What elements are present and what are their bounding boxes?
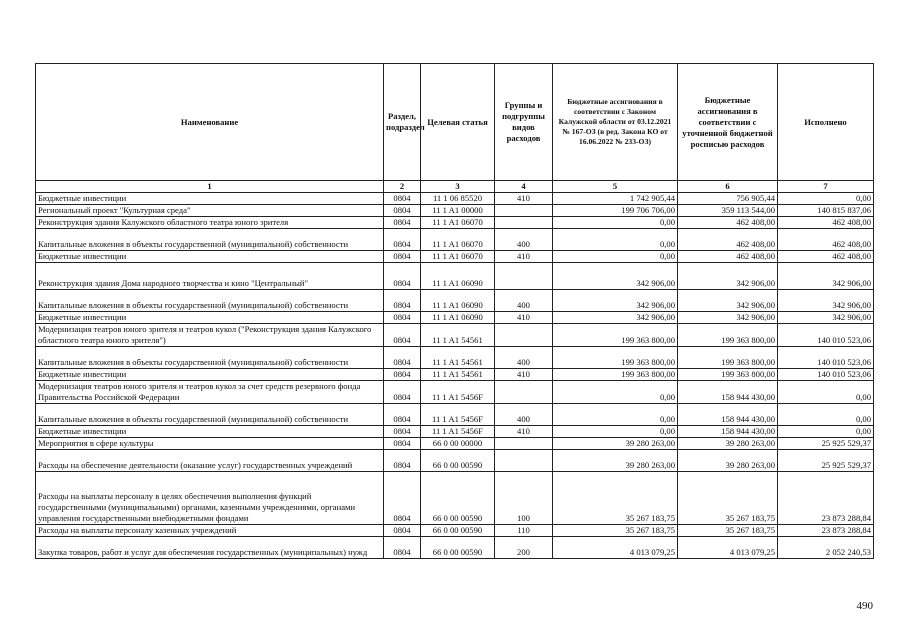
- cell-name: Бюджетные инвестиции: [36, 312, 384, 324]
- cell-group: 410: [495, 312, 553, 324]
- cell-refined: 756 905,44: [678, 193, 778, 205]
- cell-group: 410: [495, 193, 553, 205]
- cell-section: 0804: [384, 404, 421, 426]
- cell-law: 35 267 183,75: [553, 525, 678, 537]
- cell-law: 0,00: [553, 381, 678, 404]
- cell-article: 11 1 A1 06070: [421, 251, 495, 263]
- cell-refined: 199 363 800,00: [678, 347, 778, 369]
- cell-name: Реконструкция здания Калужского областного театра юного зрителя: [36, 217, 384, 229]
- cell-executed: 2 052 240,53: [778, 537, 874, 559]
- table-row: [36, 290, 874, 312]
- cell-law: 1 742 905,44: [553, 193, 678, 205]
- cell-executed: 342 906,00: [778, 312, 874, 324]
- cell-section: 0804: [384, 438, 421, 450]
- cell-article: 11 1 A1 5456F: [421, 381, 495, 404]
- header-article: Целевая статья: [421, 64, 495, 181]
- cell-group: [495, 205, 553, 217]
- cell-name: Капитальные вложения в объекты государственной (муниципальной) собственности: [36, 404, 384, 426]
- header-name: Наименование: [36, 64, 384, 181]
- cell-refined: 462 408,00: [678, 217, 778, 229]
- cell-law: 39 280 263,00: [553, 450, 678, 472]
- cell-law: 342 906,00: [553, 312, 678, 324]
- cell-article: 11 1 A1 5456F: [421, 426, 495, 438]
- cell-article: 11 1 A1 06070: [421, 217, 495, 229]
- column-number: 4: [495, 181, 553, 193]
- cell-law: 199 363 800,00: [553, 347, 678, 369]
- cell-section: 0804: [384, 426, 421, 438]
- cell-refined: 35 267 183,75: [678, 472, 778, 525]
- column-number: 5: [553, 181, 678, 193]
- cell-law: 199 363 800,00: [553, 369, 678, 381]
- cell-section: 0804: [384, 193, 421, 205]
- cell-article: 11 1 06 85520: [421, 193, 495, 205]
- cell-group: 400: [495, 290, 553, 312]
- header-section: Раздел, подраздел: [384, 64, 421, 181]
- cell-name: Бюджетные инвестиции: [36, 193, 384, 205]
- cell-name: Капитальные вложения в объекты государственной (муниципальной) собственности: [36, 347, 384, 369]
- cell-law: 0,00: [553, 217, 678, 229]
- cell-article: 11 1 A1 54561: [421, 347, 495, 369]
- column-number: 6: [678, 181, 778, 193]
- table-row: [36, 205, 874, 217]
- cell-section: 0804: [384, 369, 421, 381]
- cell-law: 0,00: [553, 404, 678, 426]
- cell-article: 11 1 A1 54561: [421, 324, 495, 347]
- cell-group: [495, 217, 553, 229]
- cell-group: [495, 324, 553, 347]
- cell-law: 342 906,00: [553, 290, 678, 312]
- header-groups: Группы и подгруппы видов расходов: [495, 64, 553, 181]
- cell-section: 0804: [384, 347, 421, 369]
- table-row: [36, 251, 874, 263]
- table-row: [36, 404, 874, 426]
- table-row: [36, 450, 874, 472]
- cell-name: Расходы на выплаты персоналу в целях обеспечения выполнения функций государственными (муниципальными) органами, казенными учреждениями, органами управления государственными внебюджетными фондами: [36, 472, 384, 525]
- cell-section: 0804: [384, 263, 421, 290]
- cell-article: 11 1 A1 54561: [421, 369, 495, 381]
- cell-article: 11 1 A1 00000: [421, 205, 495, 217]
- header-row: [36, 64, 874, 181]
- cell-section: 0804: [384, 312, 421, 324]
- cell-section: 0804: [384, 472, 421, 525]
- cell-name: Региональный проект "Культурная среда": [36, 205, 384, 217]
- cell-name: Расходы на обеспечение деятельности (оказание услуг) государственных учреждений: [36, 450, 384, 472]
- cell-executed: 140 010 523,06: [778, 324, 874, 347]
- cell-name: Бюджетные инвестиции: [36, 369, 384, 381]
- cell-law: 199 363 800,00: [553, 324, 678, 347]
- cell-group: 410: [495, 369, 553, 381]
- column-number-row: [36, 181, 874, 193]
- cell-law: 4 013 079,25: [553, 537, 678, 559]
- cell-executed: 23 873 288,84: [778, 472, 874, 525]
- cell-refined: 342 906,00: [678, 263, 778, 290]
- cell-refined: 158 944 430,00: [678, 381, 778, 404]
- cell-group: 200: [495, 537, 553, 559]
- cell-refined: 342 906,00: [678, 290, 778, 312]
- cell-executed: 342 906,00: [778, 290, 874, 312]
- cell-law: 0,00: [553, 229, 678, 251]
- cell-name: Модернизация театров юного зрителя и театров кукол за счет средств резервного фонда Правительства Российской Федерации: [36, 381, 384, 404]
- cell-refined: 199 363 800,00: [678, 369, 778, 381]
- cell-section: 0804: [384, 229, 421, 251]
- cell-article: 66 0 00 00000: [421, 438, 495, 450]
- cell-name: Бюджетные инвестиции: [36, 426, 384, 438]
- cell-article: 11 1 A1 06090: [421, 312, 495, 324]
- cell-law: 342 906,00: [553, 263, 678, 290]
- cell-name: Капитальные вложения в объекты государственной (муниципальной) собственности: [36, 290, 384, 312]
- cell-section: 0804: [384, 290, 421, 312]
- table-row: [36, 229, 874, 251]
- header-refined: Бюджетные ассигнования в соответствии с уточненной бюджетной росписью расходов: [678, 64, 778, 181]
- cell-executed: 462 408,00: [778, 229, 874, 251]
- header-law: Бюджетные ассигнования в соответствии с Законом Калужской области от 03.12.2021 № 167-ОЗ (в ред. Закона КО от 16.06.2022 № 233-ОЗ): [553, 64, 678, 181]
- cell-section: 0804: [384, 205, 421, 217]
- cell-name: Мероприятия в сфере культуры: [36, 438, 384, 450]
- cell-refined: 39 280 263,00: [678, 450, 778, 472]
- cell-group: 110: [495, 525, 553, 537]
- table-row: [36, 426, 874, 438]
- cell-group: 410: [495, 426, 553, 438]
- cell-executed: 25 925 529,37: [778, 450, 874, 472]
- table-row: [36, 324, 874, 347]
- cell-name: Бюджетные инвестиции: [36, 251, 384, 263]
- table-row: [36, 369, 874, 381]
- table-row: [36, 217, 874, 229]
- cell-law: 35 267 183,75: [553, 472, 678, 525]
- cell-executed: 342 906,00: [778, 263, 874, 290]
- cell-refined: 4 013 079,25: [678, 537, 778, 559]
- cell-law: 0,00: [553, 426, 678, 438]
- cell-section: 0804: [384, 381, 421, 404]
- cell-article: 66 0 00 00590: [421, 472, 495, 525]
- cell-executed: 25 925 529,37: [778, 438, 874, 450]
- page-number: 490: [856, 600, 873, 612]
- cell-refined: 342 906,00: [678, 312, 778, 324]
- cell-refined: 199 363 800,00: [678, 324, 778, 347]
- cell-executed: 462 408,00: [778, 217, 874, 229]
- cell-executed: 140 010 523,06: [778, 369, 874, 381]
- cell-group: 400: [495, 229, 553, 251]
- cell-refined: 359 113 544,00: [678, 205, 778, 217]
- table-row: [36, 472, 874, 525]
- table-row: [36, 525, 874, 537]
- cell-refined: 158 944 430,00: [678, 404, 778, 426]
- cell-article: 66 0 00 00590: [421, 450, 495, 472]
- cell-group: [495, 450, 553, 472]
- cell-refined: 39 280 263,00: [678, 438, 778, 450]
- cell-section: 0804: [384, 525, 421, 537]
- table-row: [36, 537, 874, 559]
- cell-section: 0804: [384, 537, 421, 559]
- cell-refined: 35 267 183,75: [678, 525, 778, 537]
- cell-article: 11 1 A1 5456F: [421, 404, 495, 426]
- cell-article: 66 0 00 00590: [421, 537, 495, 559]
- cell-law: 39 280 263,00: [553, 438, 678, 450]
- table-row: [36, 193, 874, 205]
- column-number: 3: [421, 181, 495, 193]
- cell-article: 11 1 A1 06090: [421, 290, 495, 312]
- cell-group: [495, 263, 553, 290]
- cell-law: 0,00: [553, 251, 678, 263]
- table-row: [36, 438, 874, 450]
- cell-executed: 0,00: [778, 193, 874, 205]
- column-number: 1: [36, 181, 384, 193]
- table-row: [36, 381, 874, 404]
- cell-section: 0804: [384, 324, 421, 347]
- cell-article: 11 1 A1 06070: [421, 229, 495, 251]
- cell-article: 11 1 A1 06090: [421, 263, 495, 290]
- cell-refined: 462 408,00: [678, 229, 778, 251]
- table-row: [36, 347, 874, 369]
- cell-executed: 140 010 523,06: [778, 347, 874, 369]
- table-row: [36, 312, 874, 324]
- column-number: 7: [778, 181, 874, 193]
- cell-section: 0804: [384, 450, 421, 472]
- cell-executed: 0,00: [778, 404, 874, 426]
- cell-name: Реконструкция здания Дома народного творчества и кино "Центральный": [36, 263, 384, 290]
- cell-law: 199 706 706,00: [553, 205, 678, 217]
- cell-article: 66 0 00 00590: [421, 525, 495, 537]
- cell-group: 100: [495, 472, 553, 525]
- cell-group: 410: [495, 251, 553, 263]
- cell-group: 400: [495, 347, 553, 369]
- header-executed: Исполнено: [778, 64, 874, 181]
- cell-group: 400: [495, 404, 553, 426]
- column-number: 2: [384, 181, 421, 193]
- cell-name: Расходы на выплаты персоналу казенных учреждений: [36, 525, 384, 537]
- cell-executed: 462 408,00: [778, 251, 874, 263]
- table-row: [36, 263, 874, 290]
- cell-refined: 462 408,00: [678, 251, 778, 263]
- cell-refined: 158 944 430,00: [678, 426, 778, 438]
- cell-section: 0804: [384, 217, 421, 229]
- budget-table: [35, 63, 874, 559]
- cell-group: [495, 438, 553, 450]
- cell-name: Модернизация театров юного зрителя и театров кукол ("Реконструкция здания Калужского областного театра юного зрителя"): [36, 324, 384, 347]
- cell-name: Капитальные вложения в объекты государственной (муниципальной) собственности: [36, 229, 384, 251]
- cell-group: [495, 381, 553, 404]
- cell-section: 0804: [384, 251, 421, 263]
- cell-executed: 23 873 288,84: [778, 525, 874, 537]
- cell-executed: 0,00: [778, 381, 874, 404]
- cell-executed: 0,00: [778, 426, 874, 438]
- cell-name: Закупка товаров, работ и услуг для обеспечения государственных (муниципальных) нужд: [36, 537, 384, 559]
- cell-executed: 140 815 837,06: [778, 205, 874, 217]
